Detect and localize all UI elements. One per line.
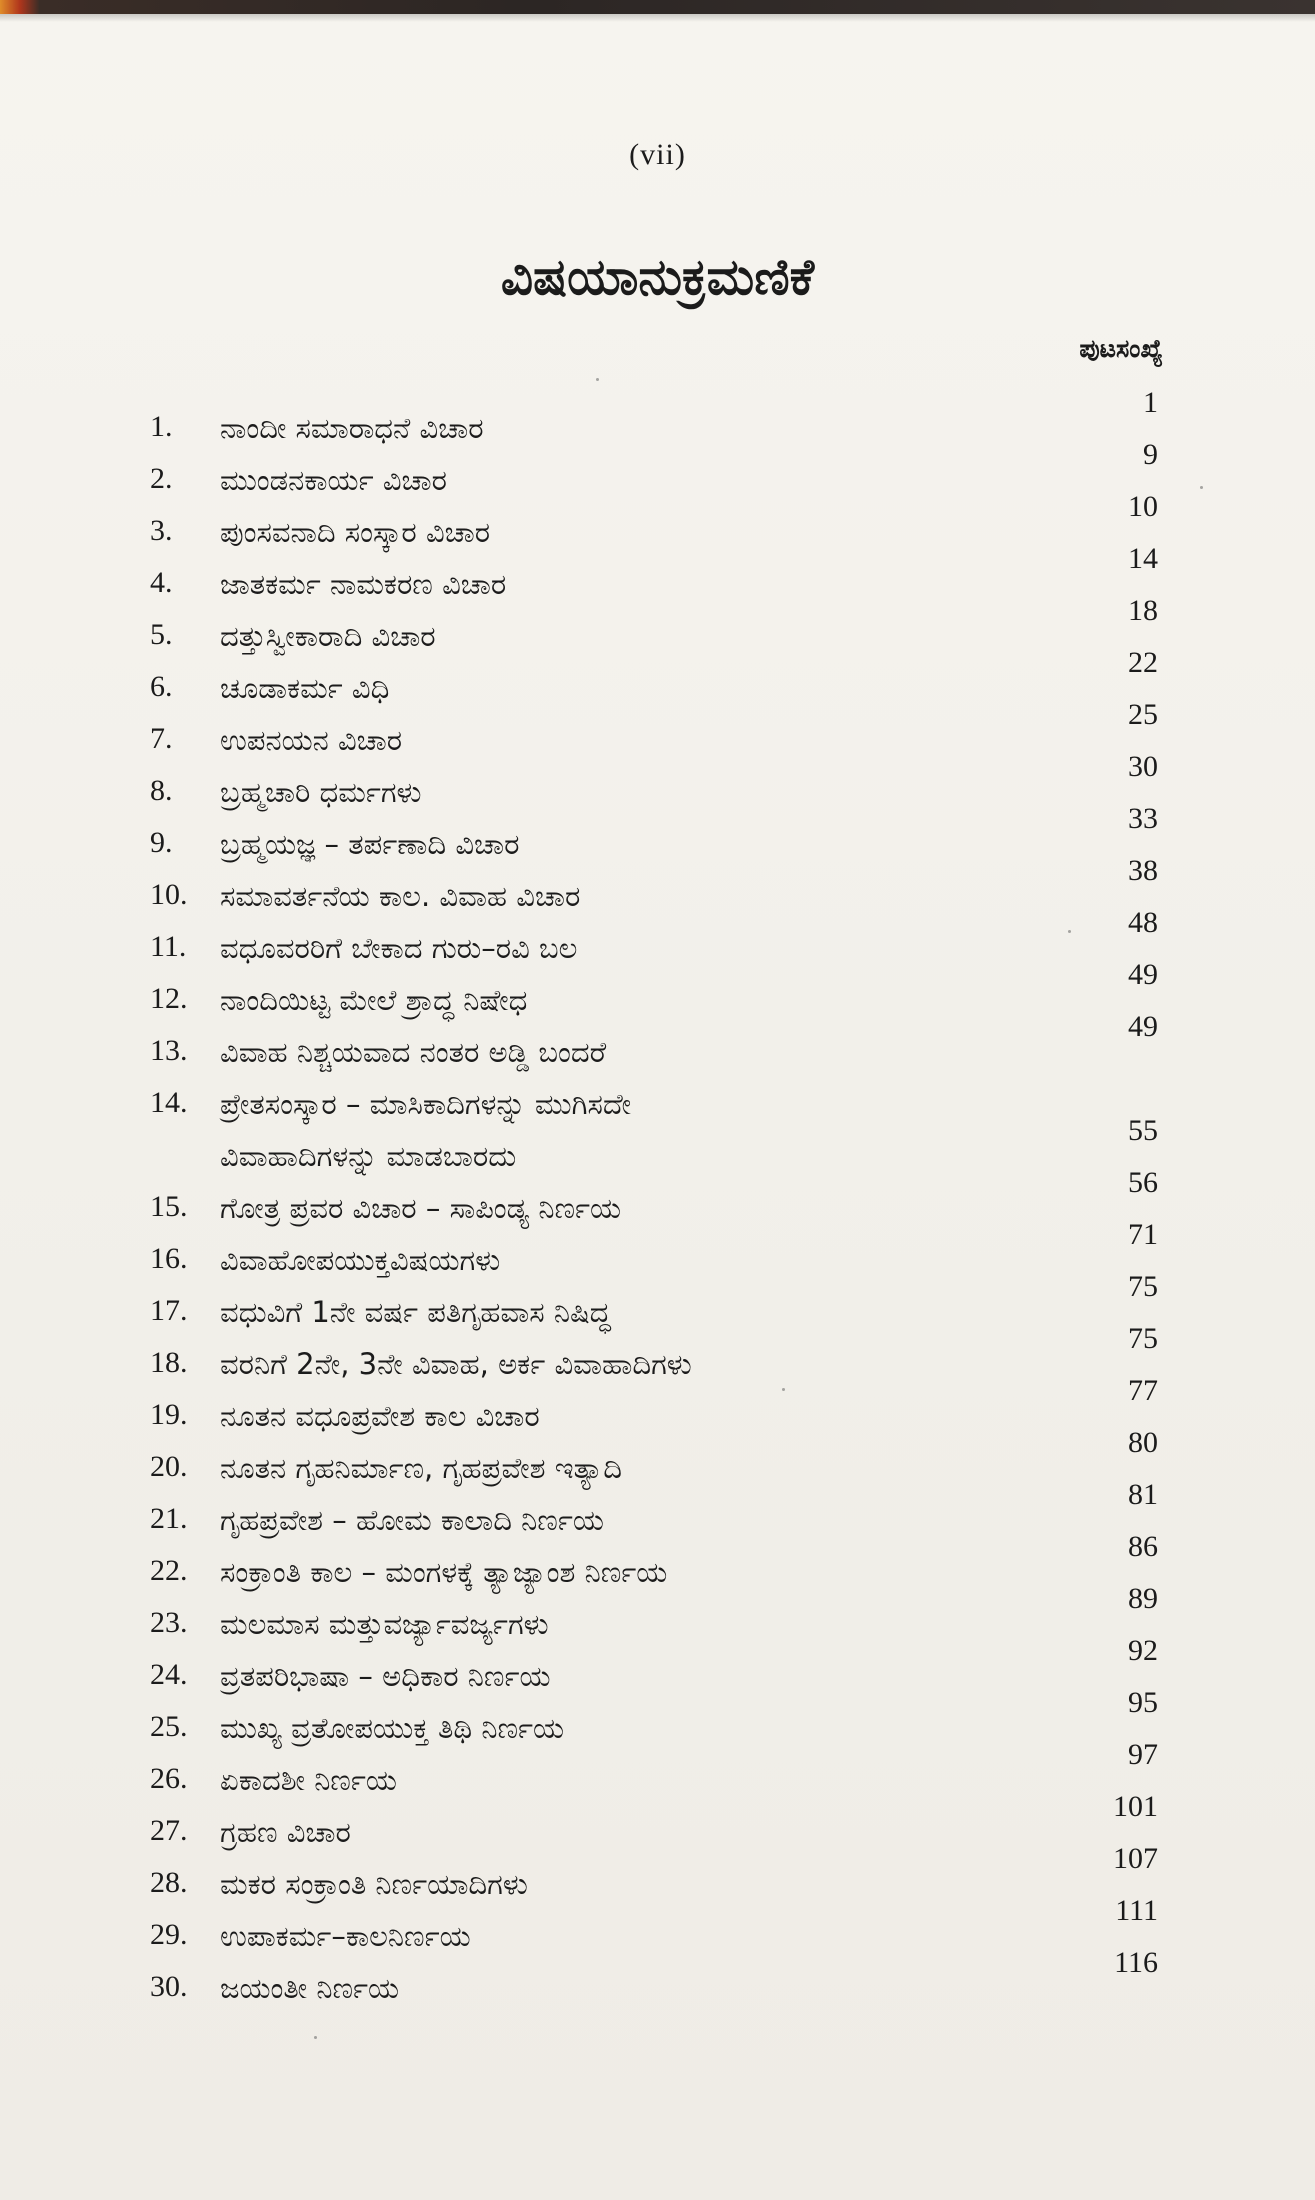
toc-entry — [0, 1530, 1315, 1594]
toc-entry-title: ಉಪಾಕರ್ಮ–ಕಾಲನಿರ್ಣಯ — [220, 1919, 471, 1953]
toc-entry-page-number: 30 — [1128, 750, 1158, 783]
toc-entry-number: 9. — [150, 826, 173, 859]
toc-entry-number: 1. — [150, 410, 173, 443]
toc-entry-title: ಮಕರ ಸಂಕ್ರಾಂತಿ ನಿರ್ಣಯಾದಿಗಳು — [220, 1867, 528, 1901]
toc-entry-number: 27. — [150, 1814, 188, 1847]
toc-entry-title: ಬ್ರಹ್ಮಯಜ್ಞ – ತರ್ಪಣಾದಿ ವಿಚಾರ — [220, 827, 520, 861]
toc-entry-page-number: 33 — [1128, 802, 1158, 835]
toc-entry — [0, 1478, 1315, 1542]
toc-entry-title: ಮುಂಡನಕಾರ್ಯ ವಿಚಾರ — [220, 463, 447, 497]
toc-entry-number: 30. — [150, 1970, 188, 2003]
toc-entry-page-number: 18 — [1128, 594, 1158, 627]
toc-entry-page-number: 86 — [1128, 1530, 1158, 1563]
toc-entry-page-number: 25 — [1128, 698, 1158, 731]
table-of-contents — [0, 386, 1315, 2010]
toc-entry-title: ಜಯಂತೀ ನಿರ್ಣಯ — [220, 1971, 400, 2005]
toc-entry-title: ವಧೂವರರಿಗೆ ಬೇಕಾದ ಗುರು–ರವಿ ಬಲ — [220, 931, 578, 965]
toc-entry-number: 29. — [150, 1918, 188, 1951]
toc-entry-title: ಚೂಡಾಕರ್ಮ ವಿಧಿ — [220, 671, 390, 705]
toc-entry-page-number: 81 — [1128, 1478, 1158, 1511]
toc-entry — [0, 906, 1315, 970]
toc-entry — [0, 1010, 1315, 1074]
toc-entry-page-number: 101 — [1113, 1790, 1158, 1823]
toc-entry-title: ವರನಿಗೆ 2ನೇ, 3ನೇ ವಿವಾಹ, ಅರ್ಕ ವಿವಾಹಾದಿಗಳು — [220, 1347, 692, 1381]
toc-entry-page-number: 1 — [1143, 386, 1158, 419]
toc-entry-title: ವಿವಾಹೋಪಯುಕ್ತವಿಷಯಗಳು — [220, 1243, 501, 1277]
toc-entry — [0, 542, 1315, 606]
toc-entry-number: 5. — [150, 618, 173, 651]
toc-entry-number: 16. — [150, 1242, 188, 1275]
toc-entry — [0, 646, 1315, 710]
toc-entry-title: ಗ್ರಹಣ ವಿಚಾರ — [220, 1815, 351, 1849]
toc-entry — [0, 1218, 1315, 1282]
toc-entry-number: 23. — [150, 1606, 188, 1639]
toc-entry-number: 10. — [150, 878, 188, 911]
toc-entry — [0, 386, 1315, 450]
toc-entry-page-number: 22 — [1128, 646, 1158, 679]
toc-entry — [0, 438, 1315, 502]
toc-entry — [0, 1374, 1315, 1438]
toc-entry-number: 2. — [150, 462, 173, 495]
toc-entry-number: 22. — [150, 1554, 188, 1587]
toc-entry-page-number: 49 — [1128, 1010, 1158, 1043]
toc-entry-number: 18. — [150, 1346, 188, 1379]
toc-entry — [0, 1270, 1315, 1334]
page-column-header: ಪುಟಸಂಖ್ಯೆ — [1079, 334, 1163, 363]
toc-entry — [0, 698, 1315, 762]
toc-entry-number: 24. — [150, 1658, 188, 1691]
toc-entry-title: ವ್ರತಪರಿಭಾಷಾ – ಅಧಿಕಾರ ನಿರ್ಣಯ — [220, 1659, 551, 1693]
toc-entry-number: 7. — [150, 722, 173, 755]
toc-entry-title: ನೂತನ ವಧೂಪ್ರವೇಶ ಕಾಲ ವಿಚಾರ — [220, 1399, 540, 1433]
toc-entry-number: 14. — [150, 1086, 188, 1119]
toc-entry-page-number: 55 — [1128, 1114, 1158, 1147]
toc-entry-page-number: 97 — [1128, 1738, 1158, 1771]
toc-entry — [0, 1166, 1315, 1230]
toc-entry-title: ವಧುವಿಗೆ 1ನೇ ವರ್ಷ ಪತಿಗೃಹವಾಸ ನಿಷಿದ್ಧ — [220, 1295, 611, 1329]
print-speck — [596, 378, 599, 381]
toc-entry-page-number: 89 — [1128, 1582, 1158, 1615]
toc-entry-page-number: 9 — [1143, 438, 1158, 471]
print-speck — [1068, 930, 1071, 933]
page-title: ವಿಷಯಾನುಕ್ರಮಣಿಕೆ — [500, 248, 815, 306]
toc-entry-number: 28. — [150, 1866, 188, 1899]
toc-entry-number: 11. — [150, 930, 187, 963]
print-speck — [1200, 486, 1203, 489]
toc-entry-number: 19. — [150, 1398, 188, 1431]
toc-entry-number: 21. — [150, 1502, 188, 1535]
toc-entry — [0, 854, 1315, 918]
toc-entry-page-number: 111 — [1115, 1894, 1158, 1927]
toc-entry-page-number: 56 — [1128, 1166, 1158, 1199]
toc-entry — [0, 802, 1315, 866]
page-number: (vii) — [629, 138, 686, 171]
toc-entry — [0, 1946, 1315, 2010]
toc-entry-page-number: 38 — [1128, 854, 1158, 887]
toc-entry — [0, 1322, 1315, 1386]
toc-entry-page-number: 75 — [1128, 1270, 1158, 1303]
toc-entry-page-number: 92 — [1128, 1634, 1158, 1667]
toc-entry — [0, 750, 1315, 814]
toc-entry-number: 6. — [150, 670, 173, 703]
toc-entry-title — [220, 1078, 1080, 1182]
print-speck — [782, 1388, 785, 1391]
toc-entry-number: 25. — [150, 1710, 188, 1743]
toc-entry-page-number: 80 — [1128, 1426, 1158, 1459]
toc-entry-page-number: 71 — [1128, 1218, 1158, 1251]
toc-entry — [0, 1426, 1315, 1490]
toc-entry-page-number: 116 — [1114, 1946, 1158, 1979]
toc-entry — [0, 490, 1315, 554]
toc-entry — [0, 594, 1315, 658]
toc-entry-number: 4. — [150, 566, 173, 599]
toc-entry-number: 15. — [150, 1190, 188, 1223]
toc-entry-page-number: 48 — [1128, 906, 1158, 939]
toc-entry-number: 26. — [150, 1762, 188, 1795]
toc-entry-title-line: ವಿವಾಹಾದಿಗಳನ್ನು ಮಾಡಬಾರದು — [220, 1139, 517, 1173]
toc-entry-title: ನಾಂದಿಯಿಟ್ಟ ಮೇಲೆ ಶ್ರಾದ್ಧ ನಿಷೇಧ — [220, 983, 528, 1017]
toc-entry-number: 12. — [150, 982, 188, 1015]
toc-entry — [0, 1686, 1315, 1750]
toc-entry-page-number: 75 — [1128, 1322, 1158, 1355]
toc-entry — [0, 1634, 1315, 1698]
toc-entry-title: ಬ್ರಹ್ಮಚಾರಿ ಧರ್ಮಗಳು — [220, 775, 422, 809]
toc-entry — [0, 958, 1315, 1022]
toc-entry-title: ಪುಂಸವನಾದಿ ಸಂಸ್ಕಾರ ವಿಚಾರ — [220, 515, 491, 549]
print-speck — [314, 2036, 317, 2039]
toc-entry-title: ಉಪನಯನ ವಿಚಾರ — [220, 723, 403, 757]
toc-entry — [0, 1582, 1315, 1646]
toc-entry-title: ಸಮಾವರ್ತನೆಯ ಕಾಲ. ವಿವಾಹ ವಿಚಾರ — [220, 879, 581, 913]
toc-entry-title: ನಾಂದೀ ಸಮಾರಾಧನೆ ವಿಚಾರ — [220, 411, 484, 445]
page-top-shadow — [0, 14, 1315, 22]
toc-entry-title: ಮಲಮಾಸ ಮತ್ತುವರ್ಜ್ಯಾವರ್ಜ್ಯಗಳು — [220, 1607, 549, 1641]
page-top-edge — [0, 0, 1315, 14]
toc-entry-page-number: 77 — [1128, 1374, 1158, 1407]
toc-entry-page-number: 107 — [1113, 1842, 1158, 1875]
toc-entry-title: ಗೋತ್ರ ಪ್ರವರ ವಿಚಾರ – ಸಾಪಿಂಡ್ಯ ನಿರ್ಣಯ — [220, 1191, 622, 1225]
toc-entry-page-number: 14 — [1128, 542, 1158, 575]
toc-entry-title: ದತ್ತುಸ್ವೀಕಾರಾದಿ ವಿಚಾರ — [220, 619, 436, 653]
toc-entry-number: 20. — [150, 1450, 188, 1483]
toc-entry-page-number: 10 — [1128, 490, 1158, 523]
toc-entry-page-number: 49 — [1128, 958, 1158, 991]
toc-entry-number: 3. — [150, 514, 173, 547]
toc-entry-title: ಏಕಾದಶೀ ನಿರ್ಣಯ — [220, 1763, 397, 1797]
toc-entry-title: ನೂತನ ಗೃಹನಿರ್ಮಾಣ, ಗೃಹಪ್ರವೇಶ ಇತ್ಯಾದಿ — [220, 1451, 622, 1485]
toc-entry-number: 8. — [150, 774, 173, 807]
toc-entry-title: ಮುಖ್ಯ ವ್ರತೋಪಯುಕ್ತ ತಿಥಿ ನಿರ್ಣಯ — [220, 1711, 565, 1745]
toc-entry — [0, 1074, 1315, 1178]
toc-entry-title: ವಿವಾಹ ನಿಶ್ಚಯವಾದ ನಂತರ ಅಡ್ಡಿ ಬಂದರೆ — [220, 1035, 607, 1069]
toc-entry-title: ಗೃಹಪ್ರವೇಶ – ಹೋಮ ಕಾಲಾದಿ ನಿರ್ಣಯ — [220, 1503, 604, 1537]
toc-entry-number: 17. — [150, 1294, 188, 1327]
toc-entry-page-number: 95 — [1128, 1686, 1158, 1719]
toc-entry-title: ಸಂಕ್ರಾಂತಿ ಕಾಲ – ಮಂಗಳಕ್ಕೆ ತ್ಯಾಜ್ಯಾಂಶ ನಿರ್ಣಯ — [220, 1555, 668, 1589]
toc-entry-number: 13. — [150, 1034, 188, 1067]
toc-entry-title-line: ಪ್ರೇತಸಂಸ್ಕಾರ – ಮಾಸಿಕಾದಿಗಳನ್ನು ಮುಗಿಸದೇ — [220, 1087, 632, 1121]
toc-entry-title: ಜಾತಕರ್ಮ ನಾಮಕರಣ ವಿಚಾರ — [220, 567, 507, 601]
